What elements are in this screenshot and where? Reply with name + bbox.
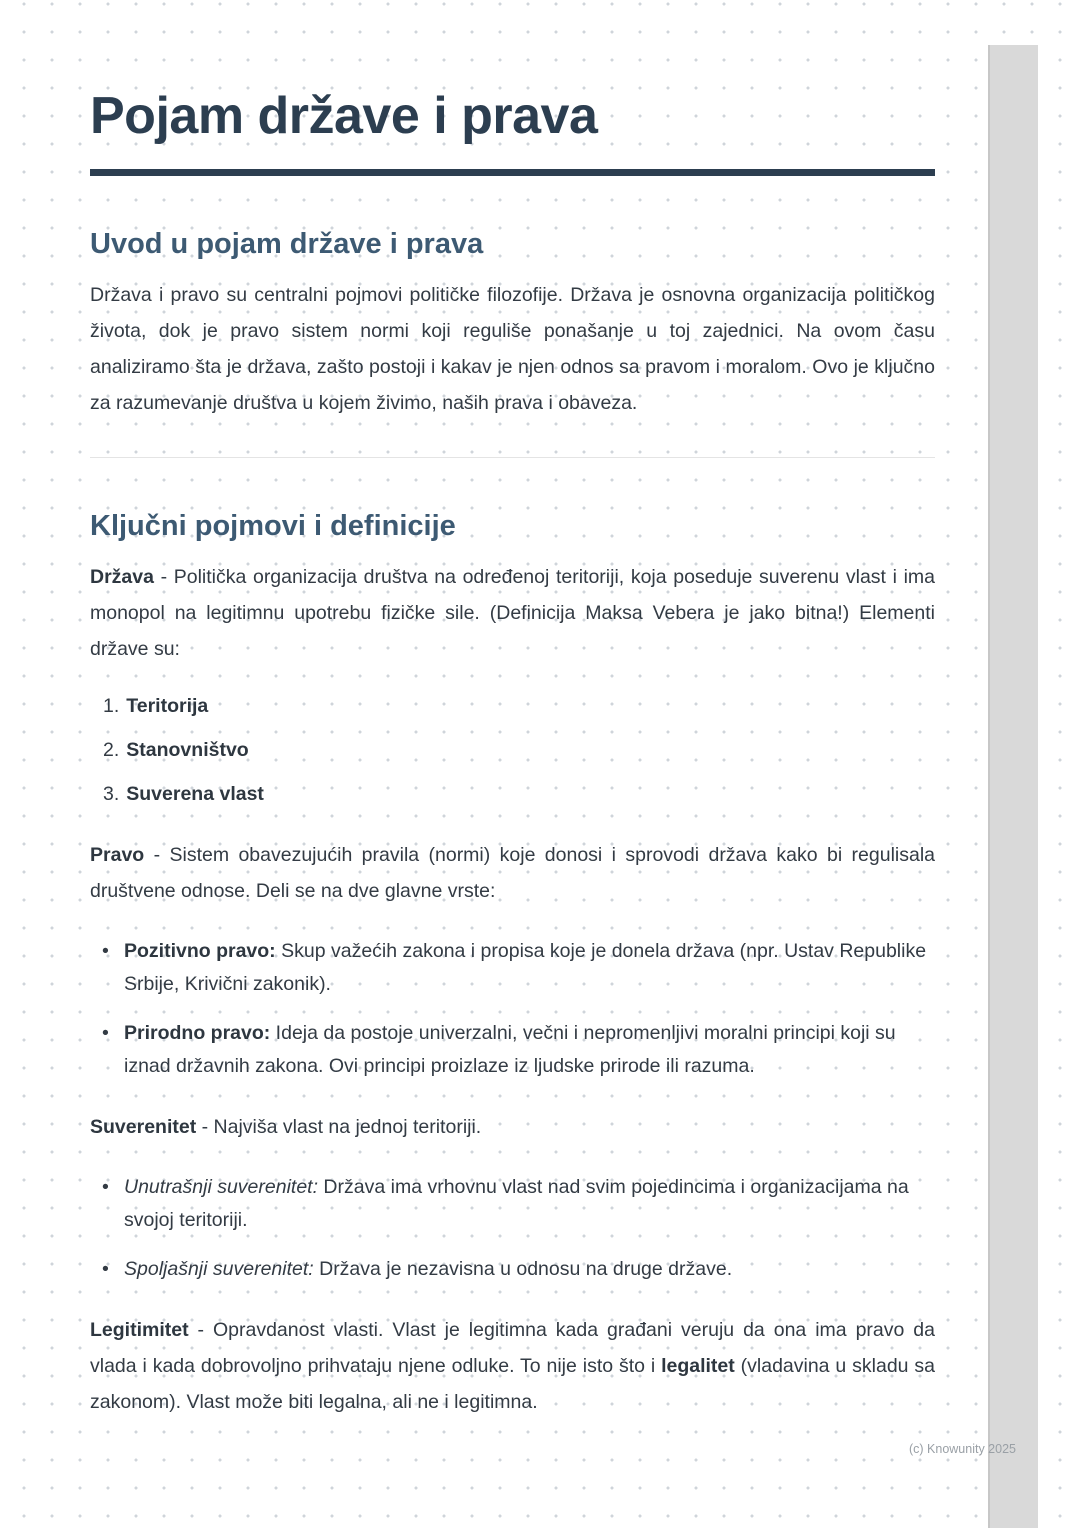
definition-drzava <box>90 559 935 667</box>
intro-paragraph: Država i pravo su centralni pojmovi političke filozofije. Država je osnovna organizacija političkog života, dok je pravo sistem normi koji reguliše ponašanje u toj zajednici. Na ovom času analiziramo šta je država, zašto postoji i kakav je njen odnos sa pravom i moralom. Ovo je ključno za razumevanje društva u kojem živimo, naših prava i obaveza. <box>90 284 935 415</box>
bullet-icon: • <box>102 940 109 963</box>
bullet-icon: • <box>102 1258 109 1281</box>
scrollbar-track <box>988 45 1038 1528</box>
bullet-text: Skup važećih zakona i propisa koje je donela država (npr. Ustav Republike Srbije, Krivični zakonik). <box>124 940 927 996</box>
bullet-icon: • <box>102 1176 109 1199</box>
definition-legitimitet-text-2: (vladavina u skladu sa zakonom). Vlast može biti legalna, ali ne i legitimna. <box>90 1355 935 1414</box>
section-divider <box>90 457 935 458</box>
term-legalitet: legalitet <box>661 1355 735 1378</box>
list-item <box>103 691 935 721</box>
definition-suverenitet <box>90 1109 935 1145</box>
term-legitimitet: Legitimitet <box>90 1319 189 1342</box>
definition-legitimitet <box>90 1312 935 1420</box>
bullet-lead: Unutrašnji suverenitet: <box>124 1176 319 1199</box>
list-item <box>102 1017 935 1083</box>
definition-pravo-text: - Sistem obavezujućih pravila (normi) koje donosi i sprovodi država kako bi regulisala društvene odnose. Deli se na dve glavne vrste: <box>90 844 935 903</box>
list-item-label: Teritorija <box>126 695 209 718</box>
list-item <box>103 735 935 765</box>
definition-legitimitet-text-1: - Opravdanost vlasti. Vlast je legitimna kada građani veruju da ona ima pravo da vlada i kada dobrovoljno prihvataju njene odluke. To nije isto što i <box>90 1319 935 1378</box>
definition-drzava-text: - Politička organizacija društva na određenoj teritoriji, koja poseduje suverenu vlast i ima monopol na legitimnu upotrebu fizičke sile. (Definicija Maksa Vebera je jako bitna!) Elementi države su: <box>90 566 935 661</box>
list-item-label: Suverena vlast <box>126 783 264 806</box>
bullet-lead: Prirodno pravo: <box>124 1022 271 1045</box>
term-pravo: Pravo <box>90 844 145 867</box>
definition-pravo <box>90 837 935 909</box>
bullet-text: Država ima vrhovnu vlast nad svim pojedincima i organizacijama na svojoj teritoriji. <box>124 1176 909 1232</box>
page-title: Pojam države i prava <box>90 87 598 145</box>
copyright-notice: (c) Knowunity 2025 <box>908 1442 1016 1456</box>
bullet-text: Država je nezavisna u odnosu na druge države. <box>313 1258 733 1281</box>
definition-suverenitet-text: - Najviša vlast na jednoj teritoriji. <box>196 1116 482 1139</box>
bullet-lead: Pozitivno pravo: <box>124 940 276 963</box>
list-item <box>103 779 935 809</box>
term-drzava: Država <box>90 566 154 589</box>
bullet-icon: • <box>102 1022 109 1045</box>
section-intro <box>90 228 935 421</box>
pravo-type-pozitivno <box>124 935 935 1001</box>
term-suverenitet: Suverenitet <box>90 1116 197 1139</box>
document-page <box>90 0 935 1440</box>
intro-heading: Uvod u pojam države i prava <box>90 228 484 261</box>
list-number: 1. <box>103 695 120 718</box>
list-item <box>102 1171 935 1237</box>
suverenitet-types-list <box>90 1171 935 1286</box>
key-terms-heading: Ključni pojmovi i definicije <box>90 510 456 543</box>
list-number: 3. <box>103 783 120 806</box>
list-item <box>102 935 935 1001</box>
list-item <box>102 1253 935 1286</box>
pravo-type-prirodno <box>124 1017 935 1083</box>
section-key-terms <box>90 510 935 1420</box>
list-item-label: Stanovništvo <box>126 739 249 762</box>
pravo-types-list <box>90 935 935 1083</box>
list-number: 2. <box>103 739 120 762</box>
bullet-text: Ideja da postoje univerzalni, večni i nepromenljivi moralni principi koji su iznad državnih zakona. Ovi principi proizlaze iz ljudske prirode ili razuma. <box>124 1022 896 1078</box>
state-elements-list <box>90 691 935 809</box>
bullet-lead: Spoljašnji suverenitet: <box>124 1258 314 1281</box>
suverenitet-type-spoljasnji <box>124 1253 732 1286</box>
suverenitet-type-unutrasnji <box>124 1171 935 1237</box>
title-divider <box>90 169 935 176</box>
